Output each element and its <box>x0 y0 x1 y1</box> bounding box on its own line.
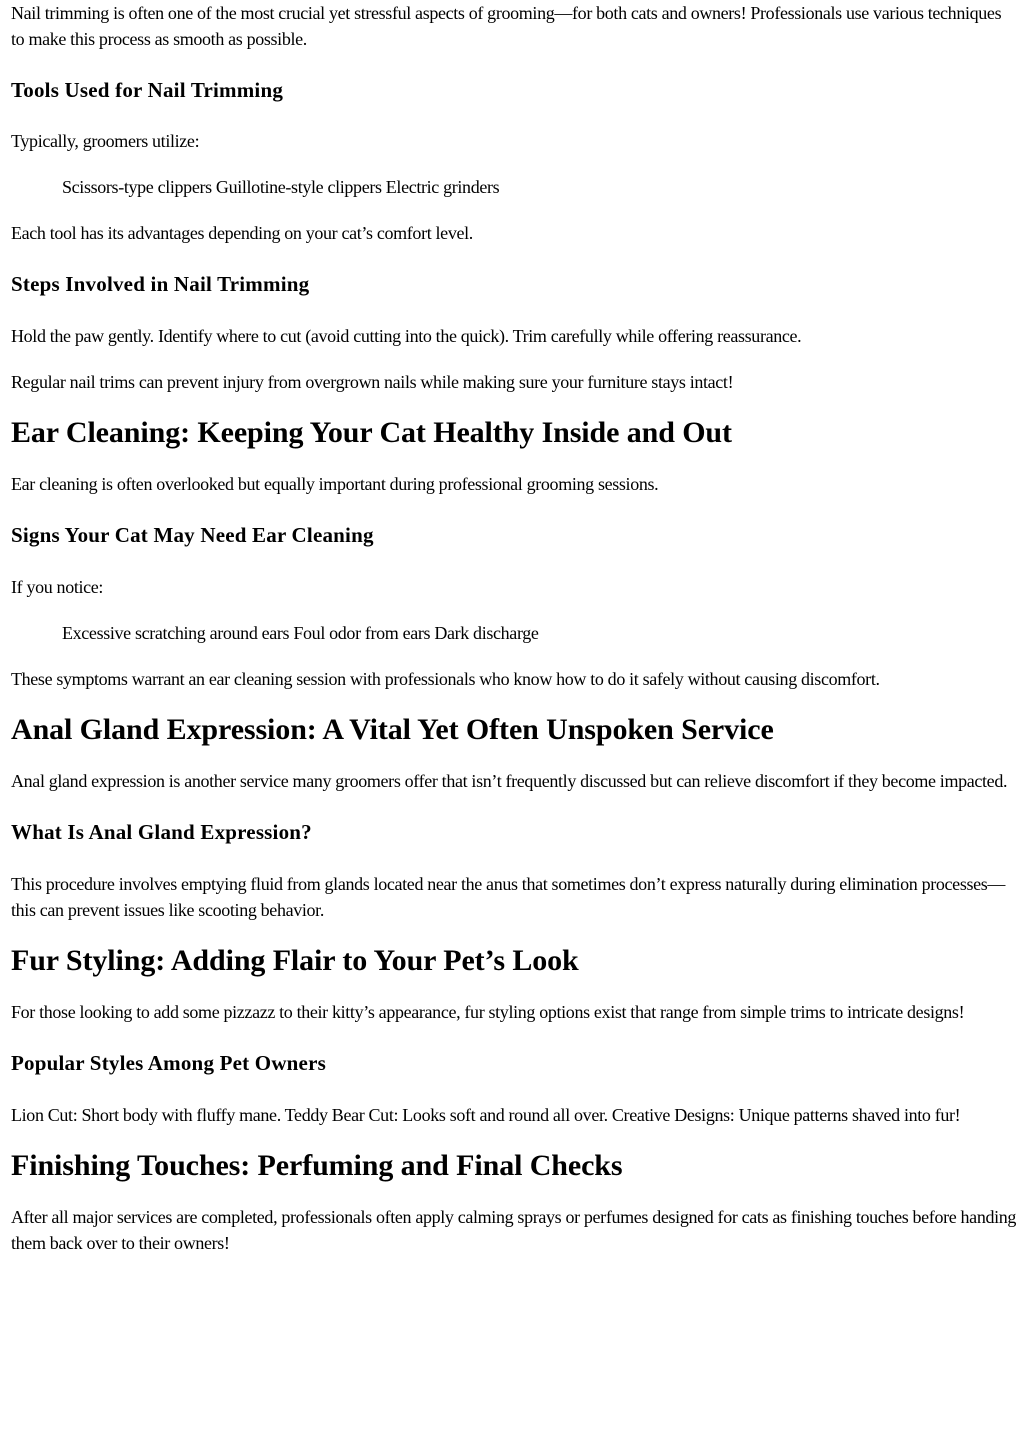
ear-signs-heading: Signs Your Cat May Need Ear Cleaning <box>11 523 374 547</box>
finishing-touches-heading: Finishing Touches: Perfuming and Final Checks <box>11 1149 623 1182</box>
ear-signs-note: These symptoms warrant an ear cleaning session with professionals who know how to do it safely without causing discomfort. <box>11 669 880 689</box>
fur-styles-heading: Popular Styles Among Pet Owners <box>11 1051 326 1075</box>
anal-gland-what-heading: What Is Anal Gland Expression? <box>11 820 312 844</box>
steps-note: Regular nail trims can prevent injury from overgrown nails while making sure your furniture stays intact! <box>11 372 734 392</box>
ear-cleaning-intro: Ear cleaning is often overlooked but equally important during professional grooming sessions. <box>11 474 659 494</box>
tools-list: Scissors-type clippers Guillotine-style clippers Electric grinders <box>62 177 500 197</box>
fur-styles-text: Lion Cut: Short body with fluffy mane. Teddy Bear Cut: Looks soft and round all over. Creative Designs: Unique patterns shaved into fur! <box>11 1105 961 1125</box>
finishing-touches-text: After all major services are completed, professionals often apply calming sprays or perfumes designed for cats as finishing touches before handing them back over to their owners! <box>11 1207 1017 1253</box>
tools-note: Each tool has its advantages depending on your cat’s comfort level. <box>11 223 473 243</box>
anal-gland-heading: Anal Gland Expression: A Vital Yet Often Unspoken Service <box>11 713 774 746</box>
steps-text: Hold the paw gently. Identify where to cut (avoid cutting into the quick). Trim carefully while offering reassurance. <box>11 326 802 346</box>
anal-gland-what-text: This procedure involves emptying fluid from glands located near the anus that sometimes don’t express naturally during elimination processes—this can prevent issues like scooting behavior. <box>11 874 1006 920</box>
tools-lead: Typically, groomers utilize: <box>11 131 200 151</box>
ear-cleaning-heading: Ear Cleaning: Keeping Your Cat Healthy Inside and Out <box>11 416 732 449</box>
tools-heading: Tools Used for Nail Trimming <box>11 78 284 102</box>
document-body <box>11 0 1017 1256</box>
ear-signs-lead: If you notice: <box>11 577 104 597</box>
steps-heading: Steps Involved in Nail Trimming <box>11 272 310 296</box>
fur-styling-intro: For those looking to add some pizzazz to their kitty’s appearance, fur styling options exist that range from simple trims to intricate designs! <box>11 1002 965 1022</box>
ear-signs-list: Excessive scratching around ears Foul odor from ears Dark discharge <box>62 623 539 643</box>
nail-trimming-intro: Nail trimming is often one of the most crucial yet stressful aspects of grooming—for both cats and owners! Professionals use various techniques to make this process as smooth as possible. <box>11 3 1002 49</box>
fur-styling-heading: Fur Styling: Adding Flair to Your Pet’s Look <box>11 944 579 977</box>
anal-gland-intro: Anal gland expression is another service many groomers offer that isn’t frequently discussed but can relieve discomfort if they become impacted. <box>11 771 1008 791</box>
